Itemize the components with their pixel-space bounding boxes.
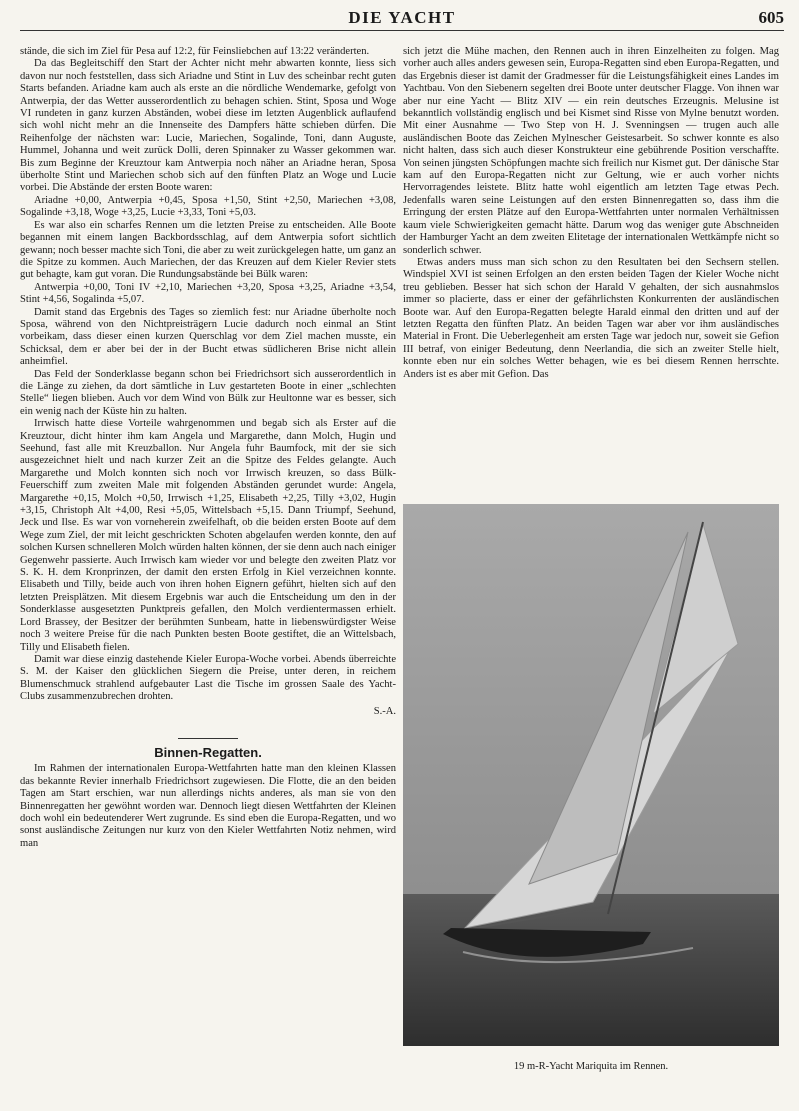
section-heading: Binnen-Regatten. [154,744,262,760]
paragraph: Damit war diese einzig dastehende Kieler Europa-Woche vorbei. Abends überreichte S. M. der Kaiser den glücklichen Siegern die Preise, unter deren, in reichem Blumenschmuck strahlend aufgebauter Last die Tische im grossen Saale des Yacht-Clubs zusammenzubrechen drohten. [20,653,396,703]
right-column [403,46,779,381]
standings-list: Ariadne +0,00, Antwerpia +0,45, Sposa +1,50, Stint +2,50, Mariechen +3,08, Sogalinde +3,18, Woge +3,25, Lucie +3,33, Toni +5,03. [20,194,396,219]
paragraph: Im Rahmen der internationalen Europa-Wettfahrten hatte man den kleinen Klassen das bekannte Revier innerhalb Friedrichsort zugewiesen. Die Flotte, die an den beiden Tagen am Start erschien, war nun allerdings nichts anderes, als man sie von den Binnenregatten her gewöhnt worden war. Dennoch liegt diesen Wettfahrten der Kleinen doch wohl ein bedeutenderer Wert zugrunde. Es sind eben die Europa-Regatten, und wo sonst ausländische Zeitungen nur kurz von den Kieler Wettfahrten Notiz nehmen, wird man [20,763,396,849]
sea [403,894,779,1046]
page-number: 605 [758,8,784,27]
paragraph: sich jetzt die Mühe machen, den Rennen auch in ihren Einzelheiten zu folgen. Mag vorher auch alles anders gewesen sein, Europa-Regatten sind eben Europa-Regatten, und das Ergebnis dieser ist damit der Gradmesser für die Leistungsfähigkeit eines Landes im Yachtbau. Von den Siebenern segelten drei Boote unter deutscher Flagge. Von ihnen war aber nur eine Yacht — Blitz XIV — ein rein deutsches Erzeugnis. Melusine ist bekanntlich vollständig englisch und bei Kismet sind Risse von Mylne benutzt worden. Mit einer Ausnahme — Two Step von H. J. Svenningsen — trugen auch alle ausländischen Boote das Zeichen Mylnescher Geistesarbeit. So schwer konnte es also nicht halten, dass sich auch dieser Konstrukteur eine gebührende Position verschaffte. Von seinen jüngsten Schöpfungen machte sich freilich nur Kismet gut. Der dänische Star kam auf den Europa-Regatten nicht zur Geltung, wie er auch vorher nichts Hervorragendes leistete. Blitz hatte wohl eigentlich am letzten Tage etwas Pech. Jedenfalls waren seine Leistungen auf den ersten Binnenregatten so, dass ihm die Erringung der ersten Plätze auf den Europa-Wettfahrten unter normalen Verhältnissen kaum viele Schwierigkeiten gemacht hätte. Darum wog das weniger gute Abschneiden der Hamburger Yacht an dem zweiten Elitetage der internationalen Wettkämpfe nicht so sonderlich schwer. [403,46,779,256]
author-signature: S.-A. [373,705,396,717]
paragraph: Damit stand das Ergebnis des Tages so ziemlich fest: nur Ariadne überholte noch Sposa, während von den Nichtpreisträgern Lucie dadurch noch einmal an Stint vorbeikam, dass dieser einen kurzen Querschlag vor dem Ziel machen musste, ein Schicksal, dem er aber bei der in der Bucht etwas südlicheren Brise nicht allein anheimfiel. [20,306,396,368]
left-column [20,46,396,850]
paragraph: Irrwisch hatte diese Vorteile wahrgenommen und begab sich als Erster auf die Kreuztour, dicht hinter ihm kam Angela und Margarethe, dann Molch, Hugin und Seehund, fast alle mit Kreuzballon. Nur Angela fuhr Baumfock, mit der sie sich ausgezeichnet hielt und nach kurzer Zeit an die Spitze des Feldes gelangte. Auch Margarethe und Molch konnten sich noch vor Irrwisch kreuzen, so dass Bülk-Feuerschiff zum zweiten Male mit folgenden Abständen gerundet wurde: Angela, Margarethe +0,15, Molch +0,50, Irrwisch +1,25, Elisabeth +2,25, Tilly +3,02, Hugin +3,15, Christoph Alt +4,00, Resi +5,05, Wittelsbach +5,15. Dann Triumpf, Seehund, Jeck und Ilse. Es war von vorneherein zweifelhaft, ob die beiden ersten Boote auf dem Wege zum Ziel, der mit leicht geschrickten Schoten abgelaufen werden konnte, den auf solchen Kursen schnelleren Molch würden halten können, der sie denn auch nach einiger Gegenwehr passierte. Auch Irrwisch kam wieder vor und belegte den zweiten Platz vor S. K. H. dem Kronprinzen, der damit den ersten Erfolg in Kiel verzeichnen konnte. Elisabeth und Tilly, beide auch von ihren hohen Eignern geführt, hielten sich auf den letzten Preisplätzen. Mit diesem Ergebnis war auch die Entscheidung um den in der Sonderklasse ausgesetzten Punktpreis gefallen, den Molch verdientermassen erhielt. Lord Brassey, der Besitzer der berühmten Sunbeam, hatte in liebenswürdigster Weise noch 3 weitere Preise für die nach Punkten besten Boote gestiftet, die an Wittelsbach, Tilly und Elisabeth fielen. [20,418,396,653]
running-title: DIE YACHT [348,8,456,27]
section-divider [178,738,238,739]
paragraph: Da das Begleitschiff den Start der Achter nicht mehr abwarten konnte, liess sich davon nur noch feststellen, dass sich Ariadne und Stint in Luv des scheinbar recht guten Starts befanden. Ariadne kam auch als erste an die nördliche Wendemarke, gefolgt von Antwerpia, der das Wetter ausserordentlich zu behagen schien. Stint, Sposa und Woge VI rundeten in ganz kurzen Abständen, wobei diese im letzten Augenblick auflaufend sich wohl nicht mehr an die Innenseite des Dampfers hätte schieben dürfen. Die Reihenfolge der nächsten war: Lucie, Mariechen, Sogalinde, Toni, dann Auguste, Hummel, Johanna und weit zurück Dolli, deren Spinnaker zu Wasser gekommen war. Bis zum Beginne der Kreuztour kam Antwerpia noch näher an Ariadne heran, Sposa überholte Stint und Mariechen schob sich auf den fünften Platz an Woge und Lucie vorbei. Die Abstände der ersten Boote waren: [20,58,396,194]
page-header [20,0,784,31]
yacht-photograph [403,504,779,1046]
paragraph: Etwas anders muss man sich schon zu den Resultaten bei den Sechsern stellen. Windspiel XVI ist seinen Erfolgen an den ersten beiden Tagen der Kieler Woche nicht treu geblieben. Besser hat sich schon der Harald V gehalten, der sich ausnahmslos immer so placierte, dass er einer der gefährlichsten Konkurrenten der ausländischen Boote war. Auf den Europa-Regatten belegte Harald einmal den dritten und auf der letzten Regatta den fünften Platz. An beiden Tagen war aber vor ihm ausländisches Material in Front. Die Ueberlegenheit am ersten Tage war jedoch nur, soweit sie Gefion III betraf, von einiger Bedeutung, denn Neerlandia, die sich an zweiter Stelle hielt, konnte eben nur ein solches Wetter behagen, wie es bei diesem Rennen herrschte. Anders ist es aber mit Gefion. Das [403,256,779,380]
paragraph: Es war also ein scharfes Rennen um die letzten Preise zu entscheiden. Alle Boote begannen mit einem langen Backbordsschlag, auf dem Antwerpia sofort sichtlich gewann; noch besser machte sich Toni, die aber zu weit zurückgelegen hatte, um ganz an die Spitze zu kommen. Auch Mariechen, der das Kreuzen auf dem Kieler Revier stets gut behagte, kam gut voran. Die Rundungsabstände bei Bülk waren: [20,219,396,281]
paragraph: Das Feld der Sonderklasse begann schon bei Friedrichsort sich ausserordentlich in die Länge zu ziehen, da dort sämtliche in Luv gestarteten Boote in einer „schlechten Stelle“ liegen blieben. Auch vor dem Wind von Bülk zur Heultonne war es besser, sich ein wenig nach der Küste hin zu halten. [20,368,396,417]
paragraph: stände, die sich im Ziel für Pesa auf 12:2, für Feinsliebchen auf 13:22 veränderten. [20,46,370,57]
standings-list: Antwerpia +0,00, Toni IV +2,10, Mariechen +3,20, Sposa +3,25, Ariadne +3,54, Stint +4,56, Sogalinda +5,07. [20,281,396,306]
figure-caption: 19 m-R-Yacht Mariquita im Rennen. [513,1061,669,1072]
yacht-photo-illustration [403,504,779,1046]
